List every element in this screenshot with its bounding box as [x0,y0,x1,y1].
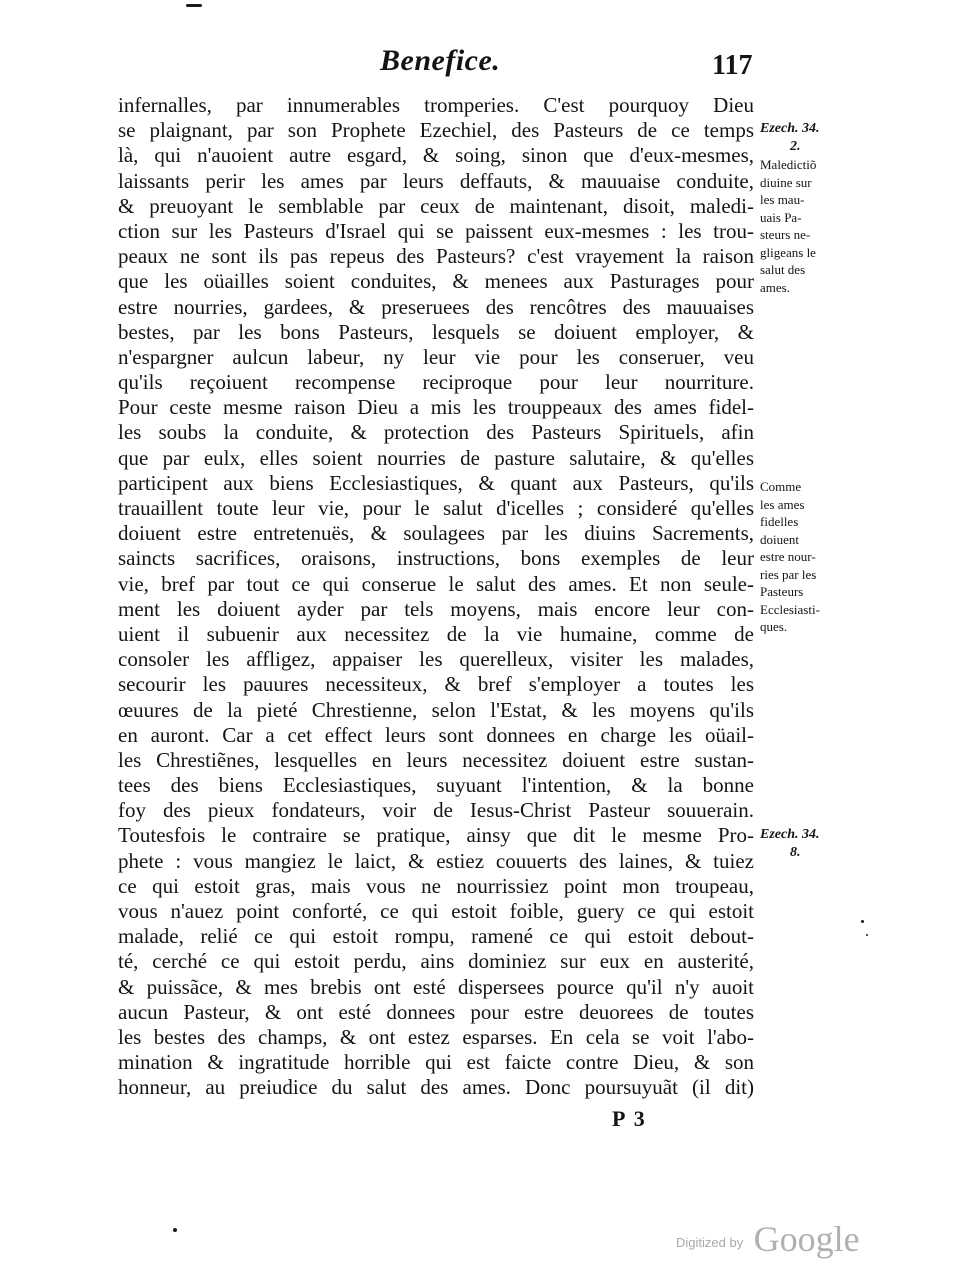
text-line: mination & ingratitude horrible qui est faicte contre Dieu, & son [118,1050,754,1075]
margin-line: Ezech. 34. [760,121,820,136]
text-line: trauaillent toute leur vie, pour le salut d'icelles ; consideré qu'elles [118,496,754,520]
margin-line: estre nour- [760,549,816,564]
margin-line: Comme [760,479,802,494]
text-line: foy des pieux fondateurs, voir de Iesus-Christ Pasteur souuerain. [118,798,754,823]
margin-line: 8. [790,844,801,860]
text-line: se plaignant, par son Prophete Ezechiel, des Pasteurs de ce temps [118,118,754,143]
margin-note-ames-fidelles [760,478,842,636]
running-head: Benefice. [380,44,501,77]
margin-line: ques. [760,619,788,634]
text-line: aucun Pasteur, & ont esté donnees pour estre deuorees de toutes [118,999,754,1024]
text-line: n'espargner aulcun labeur, ny leur vie pour les conseruer, veu [118,344,754,369]
watermark-prefix: Digitized by [676,1235,744,1250]
margin-line: les mau- [760,192,805,207]
scan-speck [866,934,868,936]
scan-speck [173,1228,177,1232]
text-line: les soubs la conduite, & protection des Pasteurs Spirituels, afin [118,420,754,445]
margin-line: ames. [760,279,790,295]
margin-line: 2. [790,138,801,154]
text-line: ce qui estoit gras, mais vous ne nourrissiez point mon troupeau, [118,873,754,898]
text-line: qu'ils reçoiuent recompense reciproque pour leur nourriture. [118,370,754,395]
text-line: consoler les affligez, appaiser les querelleux, visiter les malades, [118,647,754,672]
text-line: que par eulx, elles soient nourries de pasture salutaire, & qu'elles [118,445,754,470]
text-line: que les oüailles soient conduites, & menees aux Pasturages pour [118,269,754,294]
margin-line: uais Pa- [760,209,802,225]
text-line: là, qui n'auoient autre esgard, & soing, sinon que d'eux-mesmes, [118,143,754,168]
margin-line: doiuent [760,531,799,547]
text-line: participent aux biens Ecclesiastiques, & quant aux Pasteurs, qu'ils [118,470,754,495]
text-line: honneur, au preiudice du salut des ames. Donc poursuyuãt (il dit) [118,1075,754,1100]
text-line: peaux ne sont ils pas repeus des Pasteurs? c'est vrayement la raison [118,244,754,269]
text-line: tees des biens Ecclesiastiques, suyuant l'intention, & la bonne [118,773,754,798]
text-line: en auront. Car a cet effect leurs sont donnees en charge les oüail- [118,722,754,747]
margin-line: salut des [760,262,806,277]
margin-reference-ezech-34-8 [760,826,842,861]
text-line: les bestes des champs, & ont estez esparses. En cela se voit l'abo- [118,1024,754,1049]
google-logo: Google [753,1219,860,1259]
text-line: secourir les pauures necessiteux, & bref s'employer a toutes les [118,672,754,697]
text-line: & preuoyant le semblable par ceux de maintenant, disoit, maledi- [118,193,754,218]
scan-speck [861,920,864,923]
text-line: ction sur les Pasteurs d'Israel qui se paissent eux-mesmes : les trou- [118,218,754,243]
text-line: saincts sacrifices, oraisons, instructions, bons exemples de leur [118,546,754,571]
text-line: bestes, par les bons Pasteurs, lesquels se doiuent employer, & [118,319,754,344]
text-line: vous n'auez point conforté, ce qui estoit foible, guery ce qui estoit [118,899,754,923]
text-line: doiuent estre entretenuës, & soulagees par les diuins Sacrements, [118,521,754,546]
page-number: 117 [712,50,753,81]
text-line: estre nourries, gardees, & preseruees des rencôtres des mauuaises [118,294,754,319]
margin-line: les ames [760,496,805,512]
text-line: ment les doiuent ayder par tels moyens, mais encore leur con- [118,596,754,621]
margin-reference-ezech-34-2 [760,120,842,155]
text-line: uient il subuenir aux necessitez de la vie humaine, comme de [118,621,754,646]
margin-line: gligeans le [760,244,816,260]
text-line: laissants perir les ames par leurs deffauts, & mauuaise conduite, [118,168,754,193]
margin-line: Maledictiõ [760,157,817,172]
text-line: Toutesfois le contraire se pratique, ainsy que dit le mesme Pro- [118,823,754,848]
digitized-by-google-watermark [676,1218,860,1260]
scan-speck [186,4,202,7]
margin-line: fidelles [760,514,799,529]
margin-note-malediction [760,156,842,296]
margin-line: Ezech. 34. [760,827,820,842]
text-line: les Chrestiẽnes, lesquelles en leurs necessitez doiuent estre sustan- [118,747,754,772]
text-line: té, cerché ce qui estoit perdu, ains dominiez sur eux en austerité, [118,949,754,974]
margin-line: Ecclesiasti- [760,601,820,617]
margin-line: diuine sur [760,174,812,190]
text-line: & puissãce, & mes brebis ont esté dispersees pource qu'il n'y auoit [118,974,754,999]
text-line: œuures de la pieté Chrestienne, selon l'Estat, & les moyens qu'ils [118,697,754,722]
margin-line: ries par les [760,566,817,582]
margin-line: steurs ne- [760,227,811,242]
text-line: phete : vous mangiez le laict, & estiez couuerts des laines, & tuiez [118,848,754,873]
text-line: malade, relié ce qui estoit rompu, ramené ce qui estoit debout- [118,924,754,949]
signature-mark: P 3 [612,1106,647,1131]
margin-line: Pasteurs [760,584,804,599]
text-line: vie, bref par tout ce qui conserue le salut des ames. Et non seule- [118,571,754,596]
text-line: Pour ceste mesme raison Dieu a mis les trouppeaux des ames fidel- [118,395,754,420]
text-line: infernalles, par innumerables tromperies. C'est pourquoy Dieu [118,93,754,117]
body-text [118,93,754,1101]
